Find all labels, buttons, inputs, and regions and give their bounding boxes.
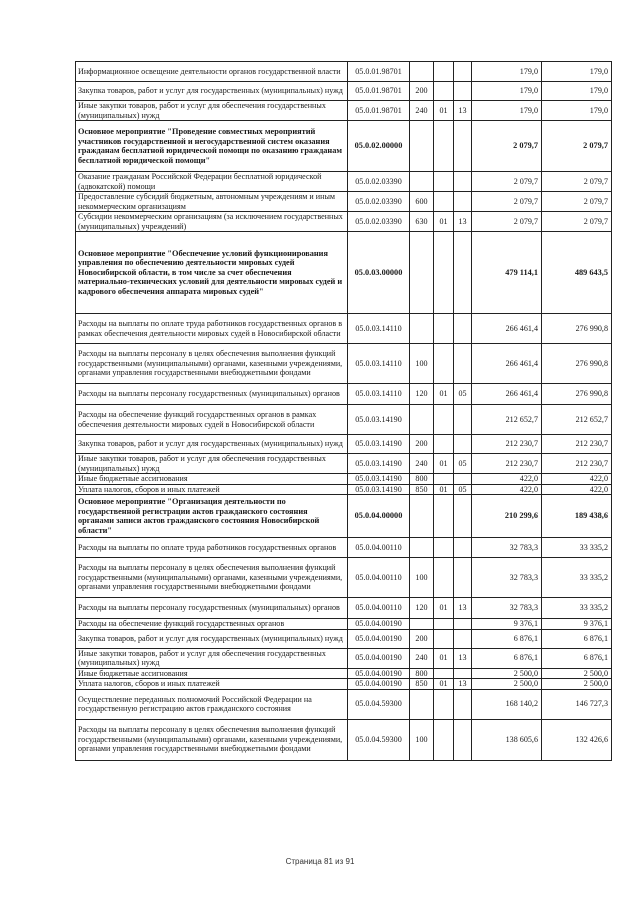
row-vr-cell: 600 [410, 192, 434, 212]
row-code-cell: 05.0.02.03390 [348, 212, 410, 232]
row-value2-cell: 179,0 [542, 82, 612, 101]
row-pr-cell [454, 474, 472, 485]
row-value2-cell: 2 500,0 [542, 668, 612, 679]
table-row [76, 558, 612, 598]
row-value1-cell: 266 461,4 [472, 384, 542, 405]
row-value2-cell: 2 079,7 [542, 121, 612, 172]
row-vr-cell [410, 495, 434, 538]
row-rz-cell: 01 [434, 679, 454, 690]
row-name-cell: Расходы на обеспечение функций государственных органов [76, 619, 348, 630]
row-name-cell: Расходы на выплаты персоналу в целях обеспечения выполнения функций государственными (муниципальными) органами, казенными учреждениями, органами управления государственными внебюджетными фондами [76, 558, 348, 598]
row-value2-cell: 212 230,7 [542, 454, 612, 474]
row-code-cell: 05.0.04.00190 [348, 629, 410, 648]
row-vr-cell [410, 172, 434, 192]
row-value2-cell: 2 079,7 [542, 192, 612, 212]
row-rz-cell: 01 [434, 212, 454, 232]
row-name-cell: Осуществление переданных полномочий Российской Федерации на государственную регистрацию актов гражданского состояния [76, 689, 348, 719]
row-rz-cell [434, 314, 454, 344]
row-value1-cell: 168 140,2 [472, 689, 542, 719]
row-vr-cell: 240 [410, 101, 434, 121]
row-rz-cell: 01 [434, 484, 454, 495]
table-row [76, 689, 612, 719]
row-rz-cell [434, 538, 454, 558]
row-vr-cell: 200 [410, 629, 434, 648]
row-value1-cell: 2 500,0 [472, 668, 542, 679]
row-name-cell: Оказание гражданам Российской Федерации бесплатной юридической (адвокатской) помощи [76, 172, 348, 192]
row-name-cell: Иные закупки товаров, работ и услуг для обеспечения государственных (муниципальных) нужд [76, 454, 348, 474]
row-pr-cell [454, 495, 472, 538]
row-value2-cell: 422,0 [542, 474, 612, 485]
row-name-cell: Предоставление субсидий бюджетным, автономным учреждениям и иным некоммерческим организациям [76, 192, 348, 212]
row-pr-cell [454, 719, 472, 760]
row-code-cell: 05.0.03.14190 [348, 405, 410, 435]
row-value1-cell: 179,0 [472, 101, 542, 121]
row-value1-cell: 212 230,7 [472, 454, 542, 474]
row-rz-cell [434, 619, 454, 630]
row-pr-cell [454, 558, 472, 598]
row-value2-cell: 6 876,1 [542, 629, 612, 648]
row-pr-cell [454, 344, 472, 384]
row-value1-cell: 479 114,1 [472, 232, 542, 314]
row-vr-cell [410, 405, 434, 435]
row-rz-cell: 01 [434, 648, 454, 668]
row-code-cell: 05.0.03.14190 [348, 474, 410, 485]
row-name-cell: Субсидии некоммерческим организациям (за исключением государственных (муниципальных) учреждений) [76, 212, 348, 232]
row-rz-cell: 01 [434, 384, 454, 405]
row-vr-cell [410, 232, 434, 314]
row-name-cell: Уплата налогов, сборов и иных платежей [76, 679, 348, 690]
row-rz-cell: 01 [434, 454, 454, 474]
row-value1-cell: 422,0 [472, 484, 542, 495]
table-row [76, 598, 612, 619]
row-pr-cell: 05 [454, 484, 472, 495]
row-vr-cell: 850 [410, 679, 434, 690]
row-value2-cell: 33 335,2 [542, 558, 612, 598]
table-row [76, 538, 612, 558]
row-vr-cell [410, 619, 434, 630]
row-pr-cell: 13 [454, 212, 472, 232]
table-row [76, 314, 612, 344]
table-row [76, 384, 612, 405]
row-code-cell: 05.0.04.00190 [348, 679, 410, 690]
row-pr-cell [454, 172, 472, 192]
row-name-cell: Уплата налогов, сборов и иных платежей [76, 484, 348, 495]
row-value2-cell: 33 335,2 [542, 598, 612, 619]
row-value1-cell: 422,0 [472, 474, 542, 485]
row-rz-cell [434, 192, 454, 212]
row-value1-cell: 6 876,1 [472, 648, 542, 668]
table-row [76, 454, 612, 474]
row-name-cell: Закупка товаров, работ и услуг для государственных (муниципальных) нужд [76, 629, 348, 648]
row-vr-cell [410, 689, 434, 719]
row-name-cell: Расходы на выплаты персоналу в целях обеспечения выполнения функций государственными (муниципальными) органами, казенными учреждениями, органами управления государственными внебюджетными фондами [76, 719, 348, 760]
row-name-cell: Расходы на выплаты по оплате труда работников государственных органов [76, 538, 348, 558]
table-row [76, 192, 612, 212]
row-value2-cell: 189 438,6 [542, 495, 612, 538]
table-row [76, 172, 612, 192]
row-value2-cell: 33 335,2 [542, 538, 612, 558]
row-value2-cell: 276 990,8 [542, 314, 612, 344]
row-code-cell: 05.0.04.00110 [348, 598, 410, 619]
row-pr-cell [454, 232, 472, 314]
row-value2-cell: 9 376,1 [542, 619, 612, 630]
row-value1-cell: 179,0 [472, 82, 542, 101]
row-code-cell: 05.0.03.00000 [348, 232, 410, 314]
row-name-cell: Информационное освещение деятельности органов государственной власти [76, 62, 348, 82]
row-pr-cell: 05 [454, 454, 472, 474]
row-pr-cell [454, 435, 472, 454]
table-row [76, 82, 612, 101]
row-rz-cell [434, 435, 454, 454]
budget-table-body [76, 62, 612, 761]
row-name-cell: Основное мероприятие "Обеспечение условий функционирования управления по обеспечению деятельности мировых судей Новосибирской области, в том числе за счет обеспечения материально-технических условий для деятельности мировых судей и кадрового обеспечения аппарата мировых судей" [76, 232, 348, 314]
row-value2-cell: 2 500,0 [542, 679, 612, 690]
row-code-cell: 05.0.04.00190 [348, 648, 410, 668]
row-name-cell: Иные закупки товаров, работ и услуг для обеспечения государственных (муниципальных) нужд [76, 648, 348, 668]
row-value1-cell: 179,0 [472, 62, 542, 82]
row-value1-cell: 2 079,7 [472, 121, 542, 172]
row-vr-cell: 800 [410, 474, 434, 485]
row-vr-cell: 630 [410, 212, 434, 232]
row-name-cell: Иные бюджетные ассигнования [76, 668, 348, 679]
budget-table [75, 61, 612, 761]
row-vr-cell: 100 [410, 719, 434, 760]
row-value1-cell: 6 876,1 [472, 629, 542, 648]
row-pr-cell [454, 629, 472, 648]
row-vr-cell: 120 [410, 384, 434, 405]
row-vr-cell [410, 314, 434, 344]
row-code-cell: 05.0.04.59300 [348, 689, 410, 719]
row-vr-cell: 850 [410, 484, 434, 495]
row-value2-cell: 2 079,7 [542, 172, 612, 192]
table-row [76, 344, 612, 384]
row-name-cell: Расходы на выплаты персоналу в целях обеспечения выполнения функций государственными (муниципальными) органами, казенными учреждениями, органами управления государственными внебюджетными фондами [76, 344, 348, 384]
table-row [76, 212, 612, 232]
row-code-cell: 05.0.04.00190 [348, 668, 410, 679]
row-value1-cell: 138 605,6 [472, 719, 542, 760]
row-value2-cell: 132 426,6 [542, 719, 612, 760]
row-name-cell: Расходы на выплаты по оплате труда работников государственных органов в рамках обеспечения деятельности мировых судей в Новосибирской области [76, 314, 348, 344]
row-name-cell: Расходы на выплаты персоналу государственных (муниципальных) органов [76, 598, 348, 619]
row-code-cell: 05.0.02.03390 [348, 172, 410, 192]
row-code-cell: 05.0.03.14110 [348, 344, 410, 384]
row-vr-cell: 200 [410, 435, 434, 454]
row-name-cell: Основное мероприятие "Организация деятельности по государственной регистрации актов гражданского состояния органами записи актов гражданского состояния Новосибирской области" [76, 495, 348, 538]
table-row [76, 474, 612, 485]
row-pr-cell [454, 405, 472, 435]
table-row [76, 668, 612, 679]
row-value2-cell: 489 643,5 [542, 232, 612, 314]
row-vr-cell [410, 121, 434, 172]
row-rz-cell [434, 629, 454, 648]
row-rz-cell [434, 558, 454, 598]
row-value2-cell: 146 727,3 [542, 689, 612, 719]
row-vr-cell: 120 [410, 598, 434, 619]
row-rz-cell: 01 [434, 101, 454, 121]
row-value1-cell: 266 461,4 [472, 314, 542, 344]
table-row [76, 232, 612, 314]
row-pr-cell [454, 619, 472, 630]
row-vr-cell [410, 538, 434, 558]
row-rz-cell [434, 405, 454, 435]
row-value2-cell: 2 079,7 [542, 212, 612, 232]
table-row [76, 484, 612, 495]
row-rz-cell [434, 668, 454, 679]
row-vr-cell: 100 [410, 344, 434, 384]
row-value1-cell: 2 500,0 [472, 679, 542, 690]
row-vr-cell [410, 62, 434, 82]
row-rz-cell [434, 719, 454, 760]
row-rz-cell [434, 344, 454, 384]
row-code-cell: 05.0.01.98701 [348, 101, 410, 121]
row-pr-cell: 13 [454, 598, 472, 619]
row-value1-cell: 2 079,7 [472, 192, 542, 212]
row-vr-cell: 800 [410, 668, 434, 679]
row-value2-cell: 276 990,8 [542, 384, 612, 405]
table-row [76, 619, 612, 630]
row-value1-cell: 2 079,7 [472, 172, 542, 192]
row-pr-cell: 13 [454, 648, 472, 668]
row-value2-cell: 276 990,8 [542, 344, 612, 384]
row-code-cell: 05.0.02.00000 [348, 121, 410, 172]
row-value2-cell: 212 652,7 [542, 405, 612, 435]
row-code-cell: 05.0.03.14190 [348, 435, 410, 454]
row-pr-cell [454, 82, 472, 101]
row-value2-cell: 212 230,7 [542, 435, 612, 454]
table-row [76, 495, 612, 538]
row-vr-cell: 100 [410, 558, 434, 598]
row-code-cell: 05.0.02.03390 [348, 192, 410, 212]
table-row [76, 62, 612, 82]
row-rz-cell [434, 172, 454, 192]
row-rz-cell [434, 82, 454, 101]
table-row [76, 405, 612, 435]
row-vr-cell: 240 [410, 648, 434, 668]
row-rz-cell [434, 474, 454, 485]
row-pr-cell [454, 538, 472, 558]
row-code-cell: 05.0.03.14190 [348, 484, 410, 495]
row-value2-cell: 422,0 [542, 484, 612, 495]
row-code-cell: 05.0.01.98701 [348, 82, 410, 101]
row-code-cell: 05.0.04.00000 [348, 495, 410, 538]
row-rz-cell [434, 232, 454, 314]
row-name-cell: Расходы на выплаты персоналу государственных (муниципальных) органов [76, 384, 348, 405]
row-pr-cell [454, 121, 472, 172]
row-rz-cell [434, 121, 454, 172]
row-value1-cell: 210 299,6 [472, 495, 542, 538]
row-pr-cell: 13 [454, 679, 472, 690]
row-pr-cell [454, 668, 472, 679]
row-value1-cell: 32 783,3 [472, 558, 542, 598]
row-rz-cell: 01 [434, 598, 454, 619]
row-name-cell: Иные бюджетные ассигнования [76, 474, 348, 485]
row-pr-cell: 05 [454, 384, 472, 405]
table-row [76, 435, 612, 454]
table-row [76, 648, 612, 668]
row-rz-cell [434, 689, 454, 719]
row-rz-cell [434, 495, 454, 538]
row-code-cell: 05.0.03.14190 [348, 454, 410, 474]
table-row [76, 629, 612, 648]
page-number: Страница 81 из 91 [285, 857, 355, 866]
table-row [76, 719, 612, 760]
row-code-cell: 05.0.04.59300 [348, 719, 410, 760]
row-value1-cell: 2 079,7 [472, 212, 542, 232]
row-value1-cell: 212 230,7 [472, 435, 542, 454]
table-row [76, 101, 612, 121]
row-value1-cell: 32 783,3 [472, 538, 542, 558]
row-pr-cell [454, 314, 472, 344]
row-code-cell: 05.0.04.00110 [348, 538, 410, 558]
row-code-cell: 05.0.03.14110 [348, 314, 410, 344]
row-value2-cell: 6 876,1 [542, 648, 612, 668]
row-name-cell: Закупка товаров, работ и услуг для государственных (муниципальных) нужд [76, 435, 348, 454]
row-name-cell: Закупка товаров, работ и услуг для государственных (муниципальных) нужд [76, 82, 348, 101]
row-code-cell: 05.0.03.14110 [348, 384, 410, 405]
row-pr-cell [454, 192, 472, 212]
row-value2-cell: 179,0 [542, 62, 612, 82]
row-value1-cell: 212 652,7 [472, 405, 542, 435]
row-value1-cell: 266 461,4 [472, 344, 542, 384]
row-pr-cell [454, 62, 472, 82]
row-code-cell: 05.0.01.98701 [348, 62, 410, 82]
row-pr-cell [454, 689, 472, 719]
row-rz-cell [434, 62, 454, 82]
row-code-cell: 05.0.04.00190 [348, 619, 410, 630]
row-code-cell: 05.0.04.00110 [348, 558, 410, 598]
table-row [76, 679, 612, 690]
row-value1-cell: 9 376,1 [472, 619, 542, 630]
row-vr-cell: 200 [410, 82, 434, 101]
row-value2-cell: 179,0 [542, 101, 612, 121]
row-name-cell: Расходы на обеспечение функций государственных органов в рамках обеспечения деятельности мировых судей в Новосибирской области [76, 405, 348, 435]
row-vr-cell: 240 [410, 454, 434, 474]
row-value1-cell: 32 783,3 [472, 598, 542, 619]
row-pr-cell: 13 [454, 101, 472, 121]
row-name-cell: Основное мероприятие "Проведение совместных мероприятий участников государственной и негосударственной систем оказания гражданам бесплатной юридической помощи по оказанию гражданам бесплатной юридической помощи" [76, 121, 348, 172]
row-name-cell: Иные закупки товаров, работ и услуг для обеспечения государственных (муниципальных) нужд [76, 101, 348, 121]
table-row [76, 121, 612, 172]
